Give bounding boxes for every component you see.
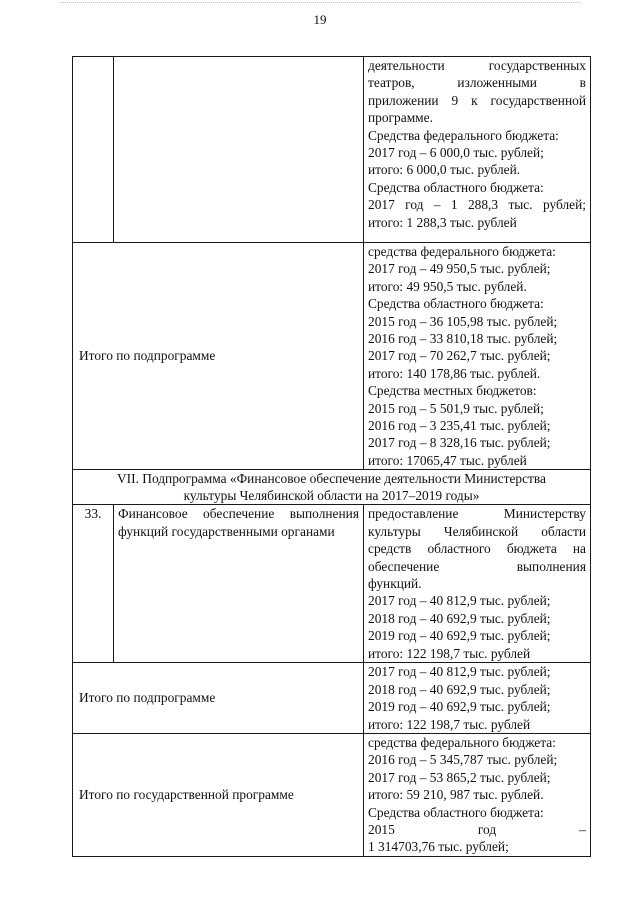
description-line: итого: 17065,47 тыс. рублей: [368, 452, 527, 468]
table-row-program-total: [73, 733, 591, 856]
description-line: Средства областного бюджета:: [368, 804, 544, 820]
description-line: культуры Челябинской области: [368, 523, 586, 539]
description-line: 2017 год – 40 812,9 тыс. рублей;: [368, 664, 551, 680]
program-total-label: Итого по государственной программе: [73, 733, 364, 856]
description-line: средств областного бюджета на: [368, 541, 586, 557]
section-heading: [73, 470, 591, 505]
description-line: 1 314703,76 тыс. рублей;: [368, 839, 509, 855]
row-name-cell: Финансовое обеспечение выполнения функций государственными органами: [114, 505, 364, 663]
description-line: приложении 9 к государственной: [368, 92, 586, 108]
description-line: 2017 год – 40 812,9 тыс. рублей;: [368, 593, 551, 609]
description-line: итого: 122 198,7 тыс. рублей: [368, 716, 531, 732]
description-line: Средства областного бюджета:: [368, 179, 544, 195]
section-heading-line: культуры Челябинской области на 2017–2019 годы»: [183, 488, 480, 504]
row-number-cell: 33.: [73, 505, 114, 663]
row-description-cell: [364, 505, 591, 663]
page-number: 19: [313, 12, 327, 27]
table-row-subtotal: [73, 663, 591, 734]
description-line: итого: 1 288,3 тыс. рублей: [368, 214, 517, 230]
description-line: итого: 49 950,5 тыс. рублей.: [368, 278, 527, 294]
description-line: итого: 6 000,0 тыс. рублей.: [368, 162, 521, 178]
section-heading-line: VII. Подпрограмма «Финансовое обеспечение деятельности Министерства: [116, 471, 546, 487]
description-line: функций.: [368, 575, 422, 591]
row-number-cell: [73, 57, 114, 243]
scan-artifact: [60, 2, 580, 7]
description-line: обеспечение выполнения: [368, 558, 586, 574]
description-line: Средства местных бюджетов:: [368, 383, 537, 399]
description-line: 2017 год – 53 865,2 тыс. рублей;: [368, 769, 551, 785]
budget-table: [72, 56, 591, 857]
table-row-continuation: [73, 57, 591, 243]
description-line: Средства областного бюджета:: [368, 296, 544, 312]
description-line: 2019 год – 40 692,9 тыс. рублей;: [368, 628, 551, 644]
subtotal-label: Итого по подпрограмме: [73, 243, 364, 470]
description-line: итого: 122 198,7 тыс. рублей: [368, 645, 531, 661]
table-row-item-33: [73, 505, 591, 663]
description-line: 2017 год – 1 288,3 тыс. рублей;: [368, 197, 586, 213]
row-name-cell: [114, 57, 364, 243]
program-total-description-cell: [364, 733, 591, 856]
description-line: 2016 год – 5 345,787 тыс. рублей;: [368, 752, 558, 768]
description-line: деятельности государственных: [368, 58, 586, 73]
description-line: 2018 год – 40 692,9 тыс. рублей;: [368, 681, 551, 697]
description-line: 2015 год –: [368, 821, 586, 837]
description-line: 2017 год – 70 262,7 тыс. рублей;: [368, 348, 551, 364]
description-line: 2015 год – 36 105,98 тыс. рублей;: [368, 313, 558, 329]
table-row-subtotal: [73, 243, 591, 470]
description-line: 2017 год – 8 328,16 тыс. рублей;: [368, 435, 551, 451]
description-line: 2019 год – 40 692,9 тыс. рублей;: [368, 699, 551, 715]
table-row-section-heading: [73, 470, 591, 505]
description-line: 2018 год – 40 692,9 тыс. рублей;: [368, 610, 551, 626]
description-line: 2015 год – 5 501,9 тыс. рублей;: [368, 400, 544, 416]
description-line: 2017 год – 6 000,0 тыс. рублей;: [368, 145, 544, 161]
description-line: Средства федерального бюджета:: [368, 127, 559, 143]
subtotal-description-cell: [364, 243, 591, 470]
subtotal-description-cell: [364, 663, 591, 734]
description-line: 2016 год – 3 235,41 тыс. рублей;: [368, 418, 551, 434]
subtotal-label: Итого по подпрограмме: [73, 663, 364, 734]
description-line: 2016 год – 33 810,18 тыс. рублей;: [368, 331, 558, 347]
description-line: программе.: [368, 110, 433, 126]
description-line: итого: 59 210, 987 тыс. рублей.: [368, 787, 544, 803]
description-line: театров, изложенными в: [368, 75, 586, 91]
description-line: 2017 год – 49 950,5 тыс. рублей;: [368, 261, 551, 277]
description-line: итого: 140 178,86 тыс. рублей.: [368, 365, 541, 381]
description-line: средства федерального бюджета:: [368, 244, 556, 259]
description-line: предоставление Министерству: [368, 506, 586, 522]
description-line: средства федерального бюджета:: [368, 734, 556, 750]
row-description-cell: [364, 57, 591, 243]
